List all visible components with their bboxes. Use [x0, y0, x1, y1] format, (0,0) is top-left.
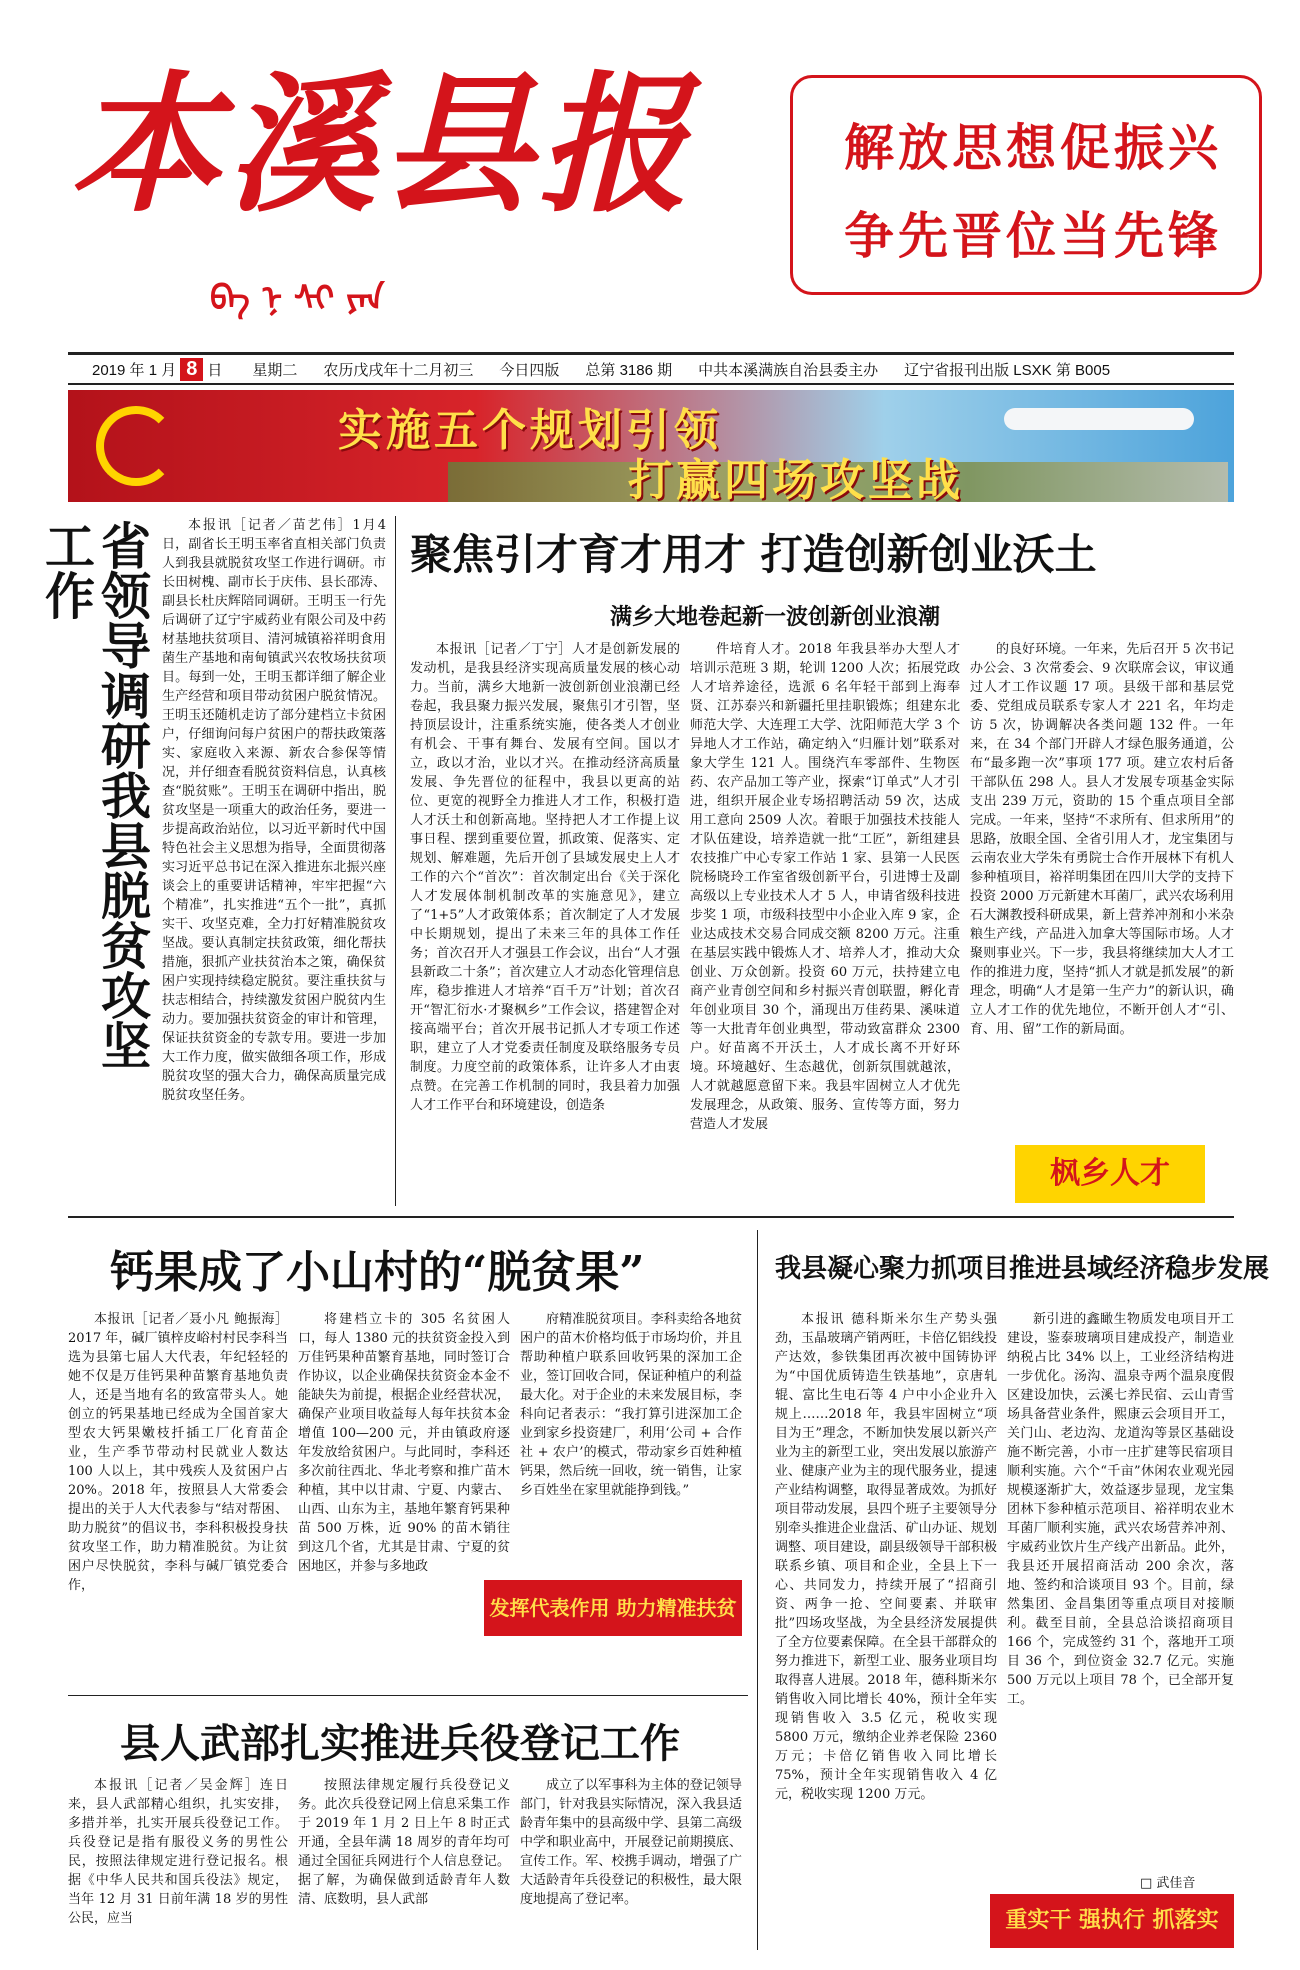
- newspaper-masthead-title: 本溪县报: [70, 57, 695, 233]
- lunar-date: 农历戊戌年十二月初三: [323, 361, 474, 379]
- publisher: 中共本溪满族自治县委主办: [698, 361, 879, 379]
- article5-byline: □ 武佳音: [1140, 1876, 1196, 1891]
- weekday: 星期二: [252, 361, 298, 379]
- article3-title: 钙果成了小山村的“脱贫果”: [110, 1247, 645, 1298]
- date-day-badge: 8: [180, 358, 203, 381]
- article1-body: 本报讯［记者／苗艺伟］1月4日，副省长王明玉率省直相关部门负责人到我县就脱贫攻坚工作进行调研。市长田树槐、副市长于庆伟、县长邵涛、副县长杜庆辉陪同调研。王明玉一行先后调研了辽宁宇威药业有限公司及中药材基地扶贫项目、清河城镇裕祥明食用菌生产基地和南甸镇武兴农牧场扶贫项目。每到一处，王明玉都详细了解企业生产经营和项目带动贫困户脱贫情况。王明玉还随机走访了部分建档立卡贫困户，仔细询问每户贫困户的帮扶政策落实、家庭收入来源、新农合参保等情况，并仔细查看脱贫资料信息，认真核查“脱贫账”。王明玉在调研中指出，脱贫攻坚是一项重大的政治任务，要进一步提高政治站位，以习近平新时代中国特色社会主义思想为指导，全面贯彻落实习近平总书记在深入推进东北振兴座谈会上的重要讲话精神，牢牢把握“六个精准”，扎实推进“五个一批”，真抓实干、攻坚克难，全力打好精准脱贫攻坚战。要认真制定扶贫政策，细化帮扶措施，狠抓产业扶贫治本之策，确保贫困户实现持续稳定脱贫。要注重扶贫与扶志相结合，持续激发贫困户脱贫内生动力。要加强扶贫资金的审计和管理，保证扶贫资金的专款专用。要进一步加大工作力度，做实做细各项工作，形成脱贫攻坚的强大合力，确保高质量完成脱贫攻坚任务。: [162, 518, 386, 1103]
- page-count: 今日四版: [499, 361, 560, 379]
- article4-column-1: 本报讯［记者／吴金辉］连日来，县人武部精心组织，扎实安排，多措并举，扎实开展兵役登记工作。兵役登记是指有服役义务的男性公民，按照法律规定进行登记报名。根据《中华人民共和国兵役法》规定，当年 12 月 31 日前年满 18 岁的男性公民，应当: [68, 1778, 288, 1926]
- hammer-sickle-icon: [96, 406, 176, 486]
- issue-number: 总第 3186 期: [585, 361, 673, 379]
- column-divider: [395, 516, 396, 1206]
- article2-title: 聚焦引才育才用才 打造创新创业沃土: [410, 530, 1097, 579]
- article2-tag: 枫乡人才: [1015, 1145, 1205, 1203]
- airplane-image: [1004, 408, 1194, 430]
- article5-column-2: 新引进的鑫瞰生物质发电项目开工建设，鉴泰玻璃项目建成投产，制造业纳税占比 34% 以上，工业经济结构进一步优化。汤沟、温泉寺两个温泉度假区建设加快，云溪七养民宿、云山青雪场具备营业条件，熙康云会项目开工，关门山、老边沟、龙道沟等景区基础设施不断完善，小市一庄扩建等民宿项目顺利实施。六个“千亩”休闲农业观光园规模逐渐扩大，效益逐步显现，龙宝集团林下参种植示范项目、裕祥明农业木耳菌厂顺利实施，武兴农场营养冲剂、宇威药业饮片生产线产出新品。此外，我县还开展招商活动 200 余次，落地、签约和洽谈项目 93 个。目前，绿然集团、金昌集团等重点项目对接顺利。截至目前，全县总洽谈招商项目 166 个，完成签约 31 个，落地开工项目 36 个，到位资金 32.7 亿元。实施 500 万元以上项目 78 个，已全部开复工。: [1007, 1312, 1234, 1707]
- banner-line-1: 实施五个规划引领: [338, 405, 722, 456]
- masthead-mongolian-script: ᠪᠡ ᠨ ᠰᠢ ᠶᠠᠨ: [210, 279, 385, 319]
- issue-info-bar: [68, 352, 1234, 385]
- article2-column-3: 的良好环境。一年来，先后召开 5 次书记办公会、3 次常委会、9 次联席会议，审议通过人才工作议题 17 项。县级干部和基层党委、党组成员联系专家人才 221 名，年均走访 5 次，协调解决各类问题 132 件。一年来，在 34 个部门开辟人才绿色服务通道，公布“最多跑一次”事项 177 项。建立农村后备干部队伍 298 人。县人才发展专项基金实际支出 239 万元，资助的 15 个重点项目全部完成。一年来，坚持“不求所有、但求所用”的思路，放眼全国、全省引用人才，龙宝集团与云南农业大学朱有勇院士合作开展林下有机人参种植项目，裕祥明集团在四川大学的支持下投资 2000 万元新建木耳菌厂，武兴农场利用石大渊教授科研成果，新上营养冲剂和小米杂粮生产线，产品进入加拿大等国际市场。人才聚则事业兴。下一步，我县将继续加大人才工作的推进力度，坚持“抓人才就是抓发展”的新理念，明确“人才是第一生产力”的新认识，确立人才工作的优先地位，不断开创人才“引、育、用、留”工作的新局面。: [970, 642, 1234, 1037]
- slogan-line-2: 争先晋位当先锋: [844, 207, 1222, 265]
- article3-column-1: 本报讯［记者／聂小凡 鲍振海］2017 年，碱厂镇梓皮峪村村民李科当选为县第七届人大代表，年纪轻轻的她不仅是万佳钙果种苗繁育基地负责人，还是当地有名的致富带头人。她创立的钙果基地已经成为全国首家大型农大钙果嫩枝扦插工厂化育苗企业，生产季节带动村民就业人数达 100 人以上，其中残疾人及贫困户占 20%。2018 年，按照县人大常委会提出的关于人大代表参与“结对帮困、助力脱贫”的倡议书，李科积极投身扶贫攻坚工作，助力精准脱贫。为让贫困户尽快脱贫，李科与碱厂镇党委合作，: [68, 1312, 288, 1593]
- article5-column-1: 本报讯 德科斯米尔生产势头强劲，玉晶玻璃产销两旺，卡倍亿铝线投产达效，参铁集团再次被中国铸协评为“中国优质铸造生铁基地”，京唐轧辊、富比生电石等 4 户中小企业升入规上……2018 年，我县牢固树立“项目为王”理念，不断加快发展以新兴产业为主的新型工业，突出发展以旅游产业、健康产业为主的现代服务业，提速产业结构调整，取得显著成效。为抓好项目带动发展，县四个班子主要领导分别牵头推进企业盘活、矿山办证、规划调整、项目建设，副县级领导干部积极联系乡镇、项目和企业，全县上下一心、共同发力，持续开展了“招商引资、两争一抢、空间要素、并联审批”四场攻坚战，为全县经济发展提供了全方位要素保障。在全县干部群众的努力推进下，新型工业、服务业项目均取得喜人进展。2018 年，德科斯米尔销售收入同比增长 40%，预计全年实现销售收入 3.5 亿元，税收实现 5800 万元，缴纳企业养老保险 2360 万元；卡倍亿销售收入同比增长 75%，预计全年实现销售收入 4 亿元，税收实现 1200 万元。: [775, 1312, 997, 1802]
- section-divider: [68, 1695, 748, 1696]
- article4-column-2: 按照法律规定履行兵役登记义务。此次兵役登记网上信息采集工作于 2019 年 1 月 2 日上午 8 时正式开通，全县年满 18 周岁的青年均可通过全国征兵网进行个人信息登记。据了解，为确保做到适龄青年人数清、底数明，县人武部: [298, 1778, 510, 1907]
- date-suffix: 日: [207, 361, 223, 379]
- banner-line-2: 打赢四场攻坚战: [628, 455, 964, 502]
- article2-subtitle: 满乡大地卷起新一波创新创业浪潮: [610, 604, 941, 630]
- theme-banner: [68, 390, 1234, 502]
- date-prefix: 2019 年 1 月: [92, 361, 177, 379]
- section-divider: [68, 1216, 1234, 1218]
- article4-title: 县人武部扎实推进兵役登记工作: [120, 1720, 680, 1767]
- slogan-box: [790, 75, 1262, 295]
- article5-title: 我县凝心聚力抓项目推进县域经济稳步发展: [775, 1254, 1270, 1284]
- article2-column-1: 本报讯［记者／丁宁］人才是创新发展的发动机，是我县经济实现高质量发展的核心动力。当前，满乡大地新一波创新创业浪潮已经卷起，我县聚力振兴发展，聚焦引才引智，坚持顶层设计，注重系统实施，使各类人才创业有机会、干事有舞台、发展有空间。国以才立，政以才治，业以才兴。在推动经济高质量发展、争先晋位的征程中，我县以更高的站位、更宽的视野全力推进人才工作，积极打造人才沃土和创新高地。坚持把人才工作提上议事日程、摆到重要位置，抓政策、促落实、定规划、解难题，先后开创了县域发展史上人才工作的六个“首次”：首次制定出台《关于深化人才发展体制机制改革的实施意见》，建立了“1+5”人才政策体系；首次制定了人才发展中长期规划，提出了未来三年的具体工作任务；首次召开人才强县工作会议，出台“人才强县新政二十条”；首次建立人才动态化管理信息库，稳步推进人才培养“百千万”计划；首次召开“智汇衍水·才聚枫乡”工作会议，搭建智企对接高端平台；首次开展书记抓人才专项工作述职，建立了人才党委责任制度及联络服务专员制度。力度空前的政策体系，让许多人才由衷点赞。在完善工作机制的同时，我县着力加强人才工作平台和环境建设，创造条: [410, 642, 680, 1113]
- article2-column-2: 件培育人才。2018 年我县举办大型人才培训示范班 3 期，轮训 1200 人次；拓展党政人才培养途径，选派 6 名年轻干部到上海奉贤、江苏泰兴和新疆托里挂职锻炼；组建东北师范大学、大连理工大学、沈阳师范大学 3 个异地人才工作站，确定纳入“归雁计划”联系对象大学生 121 人。围绕汽车零部件、生物医药、农产品加工等产业，探索“订单式”人才引进，组织开展企业专场招聘活动 59 次，达成用工意向 2509 人次。着眼于加强技术技能人才队伍建设，培养造就一批“工匠”，新组建县农技推广中心专家工作站 1 家、县第一人民医院杨晓玲工作室省级创新平台，引进博士及副高级以上专业技术人才 5 人，申请省级科技进步奖 1 项，市级科技型中小企业入库 9 家，企业达成技术交易合同成交额 8200 万元。注重在基层实践中锻炼人才、培养人才，推动大众创业、万众创新。投资 60 万元，扶持建立电商产业青创空间和乡村振兴青创联盟，孵化青年创业项目 30 个，涌现出万佳药果、溪味道等一大批青年创业典型，带动致富群众 2300 户。好苗离不开沃土，人才成长离不开好环境。环境越好、生态越优，创新氛围就越浓，人才就越愿意留下来。我县牢固树立人才优先发展理念，从政策、服务、宣传等方面，努力营造人才发展: [690, 642, 960, 1132]
- article1-title: 省领导调研我县脱贫攻坚工作: [37, 520, 151, 1070]
- article5-tag: 重实干 强执行 抓落实: [990, 1894, 1234, 1948]
- license-number: 辽宁省报刊出版 LSXK 第 B005: [904, 361, 1111, 379]
- article3-column-3: 府精准脱贫项目。李科卖给各地贫困户的苗木价格均低于市场均价，并且帮助种植户联系回收钙果的深加工企业，签订回收合同，保证种植户的利益最大化。对于企业的未来发展目标，李科向记者表示：“我打算引进深加工企业到家乡投资建厂，利用‘公司 + 合作社 + 农户’的模式，带动家乡百姓种植钙果，然后统一回收，统一销售，让家乡百姓坐在家里就能挣到钱。”: [520, 1312, 742, 1498]
- article4-column-3: 成立了以军事科为主体的登记领导部门，针对我县实际情况，深入我县适龄青年集中的县高级中学、县第二高级中学和职业高中，开展登记前期摸底、宣传工作。军、校携手调动，增强了广大适龄青年兵役登记的积极性，最大限度地提高了登记率。: [520, 1778, 742, 1907]
- column-divider: [757, 1230, 758, 1950]
- article3-tag: 发挥代表作用 助力精准扶贫: [484, 1580, 742, 1636]
- article3-column-2: 将建档立卡的 305 名贫困人口，每人 1380 元的扶贫资金投入到万佳钙果种苗繁育基地，同时签订合作协议，以企业确保扶贫资金本金不能缺失为前提，根据企业经营状况，确保产业项目收益每人每年扶贫本金增值 100—200 元，并由镇政府逐年发放给贫困户。与此同时，李科还多次前往西北、华北考察和推广苗木种植，其中以甘肃、宁夏、内蒙古、山西、山东为主，基地年繁育钙果种苗 500 万株，近 90% 的苗木销往到这几个省，尤其是甘肃、宁夏的贫困地区，并参与多地政: [298, 1312, 510, 1574]
- slogan-line-1: 解放思想促振兴: [844, 119, 1222, 177]
